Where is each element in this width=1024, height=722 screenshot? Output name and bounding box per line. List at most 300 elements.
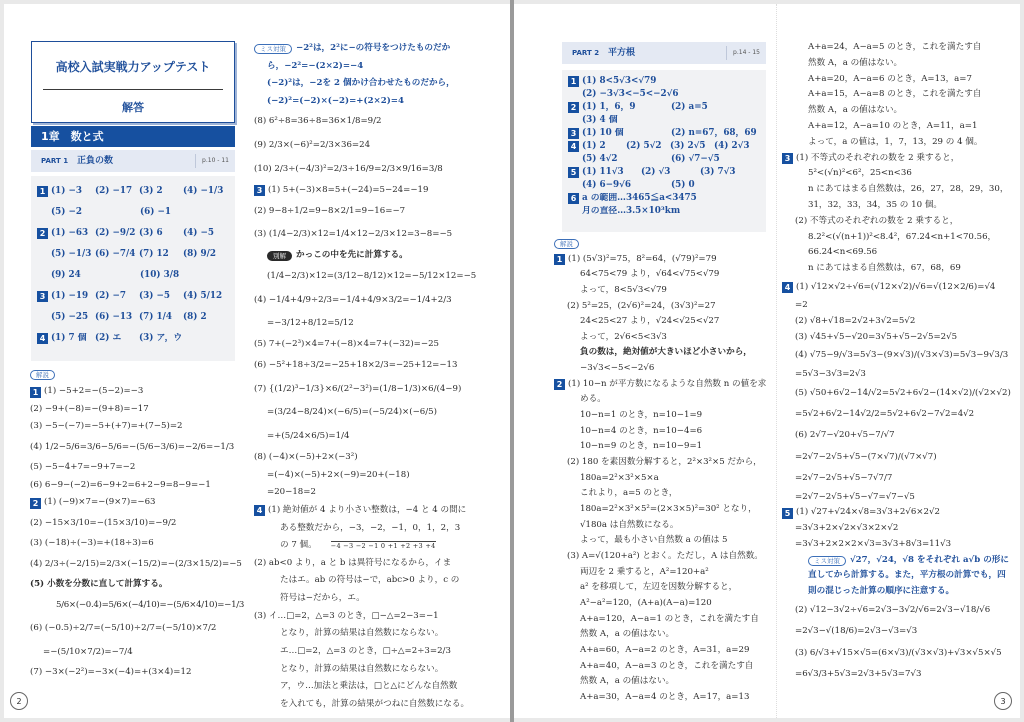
note-tag: 別解 <box>267 251 292 261</box>
explanation-line <box>554 533 774 549</box>
answer-cell: (6) √7−√5 <box>671 154 720 165</box>
answer-row <box>568 140 760 153</box>
answer-cell: (3) −5 <box>139 291 170 302</box>
explanation-text: となり，計算の結果は自然数にならない。 <box>280 663 444 674</box>
explanation-line <box>554 580 774 596</box>
answer-cell: (1) −3 <box>51 186 82 197</box>
explanation-line <box>782 600 1018 621</box>
explanation-line <box>782 521 1018 537</box>
explanation-line <box>782 151 1018 167</box>
chapter-heading: 1章 数と式 <box>31 126 235 147</box>
answer-cell: (4) 6−9√6 <box>582 180 632 191</box>
explanation-text: める。 <box>580 394 606 405</box>
explanation-text: (1) (5√3)²=75，8²=64，(√79)²=79 <box>568 253 717 264</box>
answer-cell: (1) −63 <box>51 228 89 239</box>
question-number-badge: 2 <box>37 228 48 239</box>
explanation-line <box>782 330 1018 346</box>
answer-cell: (1) 7 個 <box>51 333 87 344</box>
answer-row <box>568 75 760 88</box>
explanation-line <box>254 467 506 485</box>
explanation-line <box>782 230 1018 246</box>
explanation-line <box>782 261 1018 277</box>
explanation-line <box>254 590 506 608</box>
explanation-text: (3) (1/4−2/3)×12=1/4×12−2/3×12=3−8=−5 <box>254 229 453 240</box>
answer-cell: 月の直径…3.5×10³km <box>582 206 681 217</box>
explanation-line <box>782 166 1018 182</box>
explanation-text: A+a=60，A−a=2 のとき，A=31，a=29 <box>580 644 750 655</box>
explanation-line <box>30 594 245 618</box>
explanation-line <box>782 182 1018 198</box>
answer-cell: (1) 11√3 <box>582 167 624 178</box>
explanation-line <box>782 664 1018 685</box>
explanation-text: =5√2+6√2−14√2/2=5√2+6√2−7√2=4√2 <box>795 408 975 419</box>
question-number-badge: 4 <box>37 333 48 344</box>
explanation-text: よって，2√6<5<3√3 <box>580 331 667 342</box>
explanation-text: 然数 A，a の値はない。 <box>808 57 903 68</box>
explanation-text: =2√7−2√5+√5−√7=√7−√5 <box>795 491 915 502</box>
explanation-text: 66.24<n<69.56 <box>808 247 878 258</box>
explanation-text: =2√7−2√5+√5−7√7/7 <box>795 472 893 483</box>
explanation-line <box>254 75 506 93</box>
explanation-line <box>554 565 774 581</box>
explanation-text: (2) √8+√18=2√2+3√2=5√2 <box>795 316 916 327</box>
answer-cell: (1) −19 <box>51 291 89 302</box>
answer-cell: (4) 2√3 <box>714 141 750 152</box>
explanation-line <box>554 283 774 299</box>
explanation-line <box>554 314 774 330</box>
explanation-text: これより，a=5 のとき， <box>580 488 678 499</box>
explanation-text: の 7 個。 <box>280 540 317 551</box>
explanation-text: よって，8<5√3<√79 <box>580 284 667 295</box>
explanation-line <box>782 584 1018 600</box>
question-number-badge: 1 <box>568 76 579 87</box>
explanation-line <box>554 659 774 675</box>
explanation-tag: 解説 <box>554 239 579 249</box>
answer-row <box>568 153 760 166</box>
explanation-text: (−2)²=(−2)×(−2)=+(2×2)=4 <box>267 95 404 106</box>
explanation-text: となり，計算の結果は自然数にならない。 <box>280 628 444 639</box>
answer-cell: (3) 7√3 <box>700 167 736 178</box>
explanation-text: (7) {(1/2)³−1/3}×6/(2²−3²)=(1/8−1/3)×6/(4−9) <box>254 383 462 394</box>
explanation-line <box>254 134 506 158</box>
explanation-line <box>30 576 245 593</box>
answer-cell: (2) a=5 <box>671 102 708 113</box>
answer-cell: (2) n=67，68，69 <box>671 128 757 139</box>
explanation-line <box>554 424 774 440</box>
explanation-line <box>554 612 774 628</box>
explanation-text: (4) 1/2−5/6=3/6−5/6=−(5/6−3/6)=−2/6=−1/3 <box>30 441 235 452</box>
answer-cell: (3) 2 <box>139 186 163 197</box>
page-range: p.10 - 11 <box>195 154 235 168</box>
explanation-line <box>254 449 506 467</box>
answer-cell: (4) 5/12 <box>183 291 223 302</box>
answer-cell: (8) 2 <box>183 312 207 323</box>
explanation-line <box>254 378 506 402</box>
explanation-line <box>782 56 1018 72</box>
question-number-badge: 6 <box>568 193 579 204</box>
explanation-line <box>254 678 506 696</box>
answer-row <box>37 181 229 202</box>
explanation-text: −3√3<−5<−2√6 <box>580 363 655 374</box>
explanation-line <box>782 447 1018 468</box>
explanation-text: 然数 A，a の値はない。 <box>580 676 675 687</box>
explanation-line <box>782 314 1018 330</box>
explanation-text: A+a=120，A−a=1 のとき，これを満たす自 <box>580 613 759 624</box>
explanation-line <box>254 265 506 289</box>
page-range: p.14 - 15 <box>726 46 766 60</box>
answer-row <box>568 192 760 205</box>
explanation-text: =2√3−√(18/6)=2√3−√3=√3 <box>795 626 918 637</box>
note-tag: ミス対策 <box>808 556 846 566</box>
question-number-badge: 3 <box>782 153 793 164</box>
explanation-line <box>782 103 1018 119</box>
question-number-badge: 1 <box>554 254 565 265</box>
explanation-line <box>554 549 774 565</box>
question-number-badge: 4 <box>254 505 265 516</box>
answer-cell: (2) −3√3<−5<−2√6 <box>582 89 679 100</box>
right-page <box>514 4 1020 718</box>
explanation-line <box>782 621 1018 642</box>
answer-row <box>568 88 760 101</box>
explanation-tag: 解説 <box>30 370 55 380</box>
explanation-line <box>782 468 1018 489</box>
explanation-line <box>254 158 506 182</box>
answer-cell: (1) 10 個 <box>582 128 624 139</box>
answer-cell: (6) −1 <box>140 207 171 218</box>
answer-row <box>568 166 760 179</box>
explanation-column-1 <box>554 236 774 706</box>
explanation-line <box>782 490 1018 506</box>
explanation-text: (2) ab<0 より，a と b は異符号になるから，イま <box>254 557 452 568</box>
answer-cell: (1) 1，6，9 <box>582 102 636 113</box>
explanation-text: 5/6×(−0.4)=5/6×(−4/10)=−(5/6×4/10)=−1/3 <box>56 599 245 610</box>
explanation-text: (2) √12−3√2÷√6=2√3−3√2/√6=2√3−√18/√6 <box>795 604 991 615</box>
explanation-text: エ…□=2，△=3 のとき，□÷△=2÷3=2/3 <box>280 645 451 656</box>
explanation-line <box>254 223 506 247</box>
answer-cell: (1) 2 <box>582 141 606 152</box>
explanation-text: (3) √45+√5−√20=3√5+√5−2√5=2√5 <box>795 331 958 342</box>
explanation-tag-line <box>554 236 774 252</box>
explanation-text: (−2)²は，−2を 2 個かけ合わせたものだから， <box>267 78 455 89</box>
explanation-column-2 <box>782 40 1018 686</box>
explanation-text: (8) 6²÷8=36÷8=36×1/8=9/2 <box>254 116 382 127</box>
page-number: 2 <box>10 692 28 710</box>
explanation-text: (8) (−4)×(−5)+2×(−3²) <box>254 452 358 462</box>
answer-cell: (5) −2 <box>51 207 82 218</box>
explanation-line <box>254 354 506 378</box>
part-title: 正負の数 <box>76 156 113 166</box>
explanation-text: A+a=40，A−a=3 のとき，これを満たす自 <box>580 660 754 671</box>
explanation-line <box>254 312 506 336</box>
question-number-badge: 2 <box>30 498 41 509</box>
question-number-badge: 5 <box>782 508 793 519</box>
answer-cell: (5) −25 <box>51 312 89 323</box>
explanation-text: (2) 180 を素因数分解すると，2²×3²×5 だから， <box>567 457 762 468</box>
explanation-text: (6) −5²+18÷3/2=−25+18×2/3=−25+12=−13 <box>254 359 458 370</box>
explanation-line <box>782 40 1018 56</box>
answer-cell: a の範囲…3465≦a<3475 <box>582 193 697 204</box>
explanation-line <box>554 502 774 518</box>
explanation-text: (1) 不等式のそれぞれの数を 2 乗すると， <box>796 152 960 163</box>
answer-cell: (3) 2√5 <box>670 141 706 152</box>
explanation-text: 8.2²<(√(n+1))²<8.4²，67.24<n+1<70.56， <box>808 231 997 242</box>
explanation-text: A+a=30，A−a=4 のとき，A=17，a=13 <box>580 691 750 702</box>
explanation-line <box>30 664 245 681</box>
explanation-line <box>554 267 774 283</box>
explanation-text: (5) 小数を分数に直して計算する。 <box>30 579 168 590</box>
explanation-line <box>782 537 1018 553</box>
question-number-badge: 2 <box>568 102 579 113</box>
explanation-line <box>30 383 245 400</box>
answer-cell: (2) エ <box>95 333 122 344</box>
explanation-text: =2√7−2√5+√5−(7×√7)/(√7×√7) <box>795 451 937 462</box>
explanation-text: 符号は−だから，エ。 <box>280 593 365 603</box>
explanation-text: (6) 2√7−√20+√5−7/√7 <box>795 430 895 441</box>
explanation-line <box>254 425 506 449</box>
explanation-text: (2) 不等式のそれぞれの数を 2 乗すると， <box>795 215 959 226</box>
answer-cell: (3) ア，ウ <box>139 333 183 344</box>
explanation-text: (7) −3×(−2²)=−3×(−4)=+(3×4)=12 <box>30 667 192 678</box>
explanation-text: A+a=20，A−a=6 のとき，A=13，a=7 <box>808 73 972 84</box>
explanation-line <box>554 455 774 471</box>
explanation-text: a² を移項して，左辺を因数分解すると， <box>580 582 738 593</box>
book-title: 高校入試実戦力アップテスト <box>55 60 211 74</box>
answer-cell: (8) 9/2 <box>183 249 216 260</box>
explanation-line <box>782 298 1018 314</box>
explanation-text: 然数 A，a の値はない。 <box>808 105 903 116</box>
answer-row <box>568 114 760 127</box>
explanation-text: √180a は自然数になる。 <box>580 519 679 530</box>
explanation-text: (1) √27+√24×√8=3√3+2√6×2√2 <box>796 507 940 518</box>
explanation-text: −2²は，2²に−の符号をつけたものだか <box>296 42 451 53</box>
explanation-text: 両辺を 2 乗すると，A²=120+a² <box>580 566 709 577</box>
explanation-text: を入れても，計算の結果がつねに自然数になる。 <box>280 698 470 709</box>
explanation-line <box>554 643 774 659</box>
explanation-line <box>30 459 245 476</box>
explanation-line <box>254 111 506 135</box>
explanation-line <box>554 471 774 487</box>
explanation-text: √27，√24，√8 をそれぞれ a√b の形に <box>850 554 1009 565</box>
explanation-line <box>30 641 245 665</box>
question-number-badge: 5 <box>568 167 579 178</box>
explanation-line <box>254 58 506 76</box>
explanation-text: n にあてはまる自然数は，67，68，69 <box>808 263 961 274</box>
explanation-line <box>554 393 774 409</box>
explanation-line <box>554 440 774 456</box>
explanation-line <box>30 436 245 460</box>
explanation-line <box>254 247 506 265</box>
explanation-column-1 <box>30 366 245 682</box>
answer-cell: (2) 5√2 <box>626 141 662 152</box>
question-number-badge: 1 <box>37 186 48 197</box>
left-page <box>4 4 510 718</box>
explanation-text: (2) −9+(−8)=−(9+8)=−17 <box>30 403 149 414</box>
explanation-text: 31，32，33，34，35 の 10 個。 <box>808 199 942 210</box>
explanation-text: ら，−2²=−(2×2)=−4 <box>267 60 364 71</box>
explanation-line <box>30 617 245 641</box>
explanation-line <box>254 502 506 520</box>
explanation-text: A+a=12，A−a=10 のとき，A=11，a=1 <box>808 120 978 131</box>
answer-cell: (2) −9/2 <box>95 228 136 239</box>
explanation-line <box>30 477 245 494</box>
explanation-line <box>782 404 1018 425</box>
explanation-line <box>254 93 506 111</box>
explanation-text: (1/4−2/3)×12=(3/12−8/12)×12=−5/12×12=−5 <box>267 270 477 281</box>
answer-row <box>37 202 229 223</box>
answer-cell: (7) 12 <box>139 249 169 260</box>
explanation-line <box>554 518 774 534</box>
answer-row <box>37 307 229 328</box>
explanation-tag-line <box>30 366 245 383</box>
answer-box <box>562 70 766 232</box>
answer-cell: (5) 0 <box>671 180 695 191</box>
title-divider <box>43 89 223 90</box>
explanation-text: =+(5/24×6/5)=1/4 <box>267 431 350 442</box>
explanation-text: (3) −5−(−7)=−5+(+7)=+(7−5)=2 <box>30 421 183 432</box>
explanation-text: (4) √75−9/√3=5√3−(9×√3)/(√3×√3)=5√3−9√3/3 <box>795 350 1009 361</box>
explanation-line <box>30 418 245 435</box>
explanation-text: 直してから計算する。また，平方根の計算でも，四 <box>808 570 1006 581</box>
explanation-line <box>254 643 506 661</box>
explanation-text: 64<75<79 より，√64<√75<√79 <box>580 269 720 280</box>
column-divider <box>776 4 777 718</box>
explanation-text: A+a=15，A−a=8 のとき，これを満たす自 <box>808 89 982 100</box>
explanation-line <box>30 401 245 418</box>
explanation-line <box>782 505 1018 521</box>
explanation-text: (1) √12×√2÷√6=(√12×√2)/√6=√(12×2/6)=√4 <box>796 281 996 292</box>
explanation-text: (5) 7+(−2³)×4=7+(−8)×4=7+(−32)=−25 <box>254 339 440 350</box>
explanation-line <box>782 383 1018 404</box>
explanation-line <box>782 245 1018 261</box>
answer-row <box>568 127 760 140</box>
question-number-badge: 4 <box>568 141 579 152</box>
explanation-text: =−(5/10×7/2)=−7/4 <box>43 646 133 657</box>
answer-row <box>37 328 229 349</box>
explanation-line <box>782 72 1018 88</box>
answer-cell: (2) −7 <box>95 291 126 302</box>
explanation-line <box>782 569 1018 585</box>
part-label: PART 1 <box>41 157 69 165</box>
answer-row <box>37 223 229 244</box>
answer-cell: (7) 1/4 <box>139 312 172 323</box>
question-number-badge: 2 <box>554 379 565 390</box>
explanation-line <box>554 330 774 346</box>
answer-row <box>37 286 229 307</box>
page-number: 3 <box>994 692 1012 710</box>
explanation-text: =−3/12+8/12=5/12 <box>267 318 354 329</box>
explanation-text: 然数 A，a の値はない。 <box>580 629 675 640</box>
explanation-text: (2) −15×3/10=−(15×3/10)=−9/2 <box>30 517 177 528</box>
explanation-text: (1) (−9)×7=−(9×7)=−63 <box>44 497 156 508</box>
explanation-text: かっこの中を先に計算する。 <box>296 250 408 261</box>
note-tag: ミス対策 <box>254 44 292 54</box>
part-title: 平方根 <box>607 48 635 58</box>
explanation-text: たはエ。ab の符号は−で，abc>0 より，c の <box>280 575 460 586</box>
explanation-line <box>254 625 506 643</box>
explanation-text: =3√3+2×2×2×√3=3√3+8√3=11√3 <box>795 538 952 549</box>
explanation-text: (3) イ…□=2，△=3 のとき，□−△=2−3=−1 <box>254 610 439 621</box>
answer-box <box>31 176 235 361</box>
explanation-line <box>782 119 1018 135</box>
answer-cell: (9) 24 <box>51 270 81 281</box>
explanation-line <box>554 627 774 643</box>
explanation-line <box>554 377 774 393</box>
explanation-text: (2) 5²=25，(2√6)²=24，(3√3)²=27 <box>567 300 716 311</box>
explanation-text: =20−18=2 <box>267 487 316 498</box>
explanation-line <box>554 252 774 268</box>
title-box <box>31 41 235 123</box>
explanation-line <box>782 214 1018 230</box>
explanation-line <box>782 198 1018 214</box>
explanation-text: よって，最も小さい自然数 a の値は 5 <box>580 535 728 546</box>
explanation-text: (3) A=√(120+a²) とおく。ただし，A は自然数。 <box>567 551 763 562</box>
explanation-text: =5√3−3√3=2√3 <box>795 368 866 379</box>
explanation-text: (3) (−18)÷(−3)=+(18÷3)=6 <box>30 538 154 549</box>
part-label: PART 2 <box>572 49 600 57</box>
explanation-text: (5) −5−4+7=−9+7=−2 <box>30 462 136 473</box>
explanation-text: (9) 2/3×(−6)²=2/3×36=24 <box>254 140 371 151</box>
answer-row <box>37 265 229 286</box>
explanation-line <box>554 487 774 503</box>
answer-cell: (2) √3 <box>641 167 671 178</box>
explanation-text: ア，ウ…加法と乗法は，□と△にどんな自然数 <box>280 681 458 692</box>
explanation-line <box>254 555 506 573</box>
explanation-line <box>30 494 245 511</box>
explanation-line <box>554 346 774 362</box>
explanation-line <box>30 512 245 536</box>
explanation-text: =(−4)×(−5)+2×(−9)=20+(−18) <box>267 469 410 480</box>
explanation-text: ある整数だから，−3，−2，−1，0，1，2，3 <box>280 522 461 533</box>
question-number-badge: 3 <box>37 291 48 302</box>
explanation-line <box>782 135 1018 151</box>
answer-row <box>568 205 760 218</box>
answer-cell: (3) 4 個 <box>582 115 618 126</box>
explanation-text: 10−n=4 のとき，n=10−4=6 <box>580 425 703 436</box>
explanation-text: (1) −5+2=−(5−2)=−3 <box>44 386 144 397</box>
explanation-line <box>782 277 1018 298</box>
explanation-line <box>254 200 506 224</box>
explanation-line <box>254 402 506 426</box>
explanation-line <box>30 535 245 552</box>
explanation-text: (1) 10−n が平方数になるような自然数 n の値を求 <box>568 378 767 389</box>
answer-cell: (6) −13 <box>95 312 133 323</box>
explanation-text: =(3/24−8/24)×(−6/5)=(−5/24)×(−6/5) <box>267 407 437 418</box>
explanation-text: 10−n=9 のとき，n=10−9=1 <box>580 441 703 452</box>
explanation-text: 24<25<27 より，√24<√25<√27 <box>580 316 720 327</box>
explanation-text: (4) 2/3÷(−2/15)=2/3×(−15/2)=−(2/3×15/2)=−5 <box>30 558 242 569</box>
answer-cell: (10) 3/8 <box>140 270 180 281</box>
answer-cell: (4) −5 <box>183 228 214 239</box>
explanation-text: =3√3+2×√2×√3×2×√2 <box>795 523 899 534</box>
answer-cell: (2) −17 <box>95 186 133 197</box>
explanation-text: 5²<(√n)²<6²，25<n<36 <box>808 168 912 179</box>
answer-cell: (5) 4√2 <box>582 154 618 165</box>
answer-cell: (1) 8<5√3<√79 <box>582 76 657 87</box>
explanation-line <box>254 520 506 538</box>
explanation-text: A²−a²=120，(A+a)(A−a)=120 <box>580 597 712 608</box>
explanation-line <box>30 553 245 577</box>
explanation-text: (4) −1/4+4/9÷2/3=−1/4+4/9×3/2=−1/4+2/3 <box>254 294 452 305</box>
explanation-line <box>554 299 774 315</box>
answer-row <box>568 179 760 192</box>
explanation-text: (1) 5+(−3)×8=5+(−24)=5−24=−19 <box>268 184 429 195</box>
explanation-text: 180a=2²×3²×5²=(2×3×5)²=30² となり， <box>580 504 757 515</box>
explanation-text: =2 <box>795 300 808 311</box>
answer-cell: (3) 6 <box>139 228 163 239</box>
explanation-text: (6) (−0.5)÷2/7=(−5/10)÷2/7=(−5/10)×7/2 <box>30 623 217 634</box>
explanation-line <box>254 696 506 714</box>
question-number-badge: 3 <box>254 185 265 196</box>
